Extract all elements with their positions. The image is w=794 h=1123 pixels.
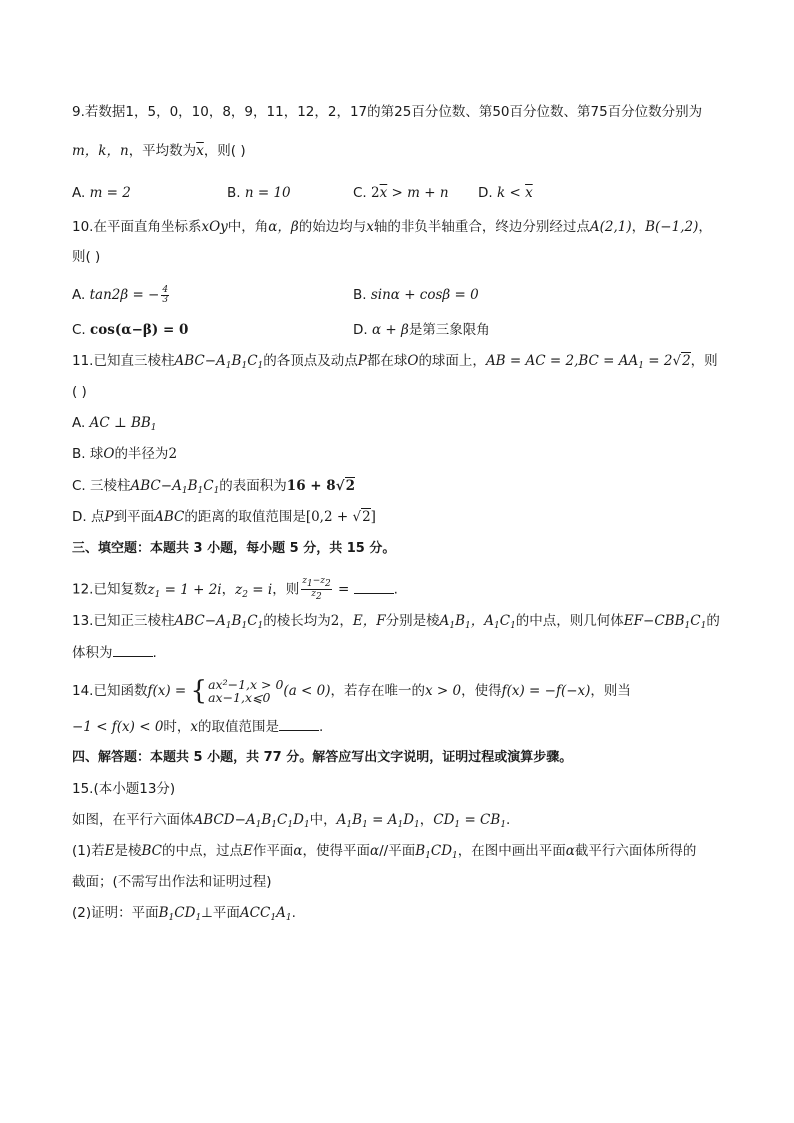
q14-text5: 时， [163, 719, 191, 735]
q13-ef: E，F [352, 613, 386, 629]
q11-option-b [72, 444, 177, 464]
q12-z1-value: = 1 + 2i [160, 581, 222, 598]
q10-text1: 在平面直角坐标系 [93, 219, 202, 235]
q13-text6: 的 [706, 613, 720, 629]
q15-text2: 中， [309, 812, 337, 828]
q13-answer-blank[interactable] [113, 644, 153, 657]
q9-option-d-label: D. [478, 185, 493, 201]
q13-line2 [72, 643, 157, 663]
q13-text4: 分别是棱 [385, 613, 440, 629]
q14-end: . [319, 719, 324, 735]
q9-option-a-label: A. [72, 185, 86, 201]
q15-p2-a: (2)证明：平面 [72, 905, 159, 921]
q15-cond2-text: CD [433, 812, 455, 828]
q12-number: 12. [72, 581, 94, 598]
q13-prism-text: ABC−A [174, 613, 226, 629]
q11-option-c-text2: 的表面积为 [219, 478, 287, 494]
q14-text6: 的取值范围是 [198, 719, 280, 735]
q14-x: x [190, 719, 199, 735]
q14-text3: ，使得 [461, 683, 502, 699]
q11-option-a [72, 413, 157, 438]
q14-text4: ，则当 [590, 683, 631, 699]
q14-condition: (a < 0) [283, 683, 331, 699]
q9-xbar: $\overline{x}$ [196, 143, 204, 159]
q10-option-a [72, 285, 171, 305]
q11-text1: 已知直三棱柱 [93, 353, 175, 369]
q11-option-a-label: A. [72, 415, 86, 431]
q11-option-d-sqrt: 2 [362, 509, 371, 525]
q12-text1: 已知复数 [93, 581, 148, 598]
q11-sqrt: 2 [682, 353, 691, 369]
q11-condition: AB = AC = $2,BC = AA_1 = 2√2$ [485, 353, 691, 371]
q11-option-d-range-text: [0,2 + [305, 509, 353, 525]
q11-text5: ，则 [690, 353, 718, 369]
q9-option-c-prefix: 2 [371, 185, 380, 201]
q13-end: . [152, 645, 157, 661]
q10-option-a-label: A. [72, 287, 86, 303]
q15-p2-plane1: $B_1CD_1$ [158, 905, 202, 923]
q15-p1-e: ，使得平面 [302, 843, 370, 859]
q11-option-b-value: 2 [168, 446, 178, 462]
q14-line2 [72, 717, 323, 737]
q11-option-d-p: P [104, 509, 114, 525]
q12-sep: ， [221, 581, 236, 598]
q11-option-b-label: B. [72, 446, 86, 462]
q11-prism: $ABC-A_1B_1C_1$ [174, 353, 264, 371]
q9-option-c-suffix: > m + n [387, 185, 449, 201]
q13-number: 13. [72, 613, 94, 629]
q15-alpha3: α [565, 843, 575, 859]
q10-text4: 轴的非负半轴重合，终边分别经过点 [373, 219, 590, 235]
q14-range: −1 < f(x) < 0 [72, 719, 164, 735]
q12-end: . [393, 581, 398, 598]
q12-fraction: $\frac{z_1-z_2}{z_2}$ [302, 576, 331, 602]
q11-option-d-abc: ABC [154, 509, 185, 525]
q9-option-d [478, 183, 533, 203]
q11-option-b-o: O [103, 446, 115, 462]
q10-number: 10. [72, 219, 94, 235]
q10-prompt: 则( ) [72, 249, 101, 265]
q11-option-a-text: AC ⊥ BB [89, 415, 151, 431]
q9-vars: m，k，n [72, 143, 129, 159]
q14-fx: f(x) = [147, 683, 191, 699]
q9-option-b-label: B. [227, 185, 241, 201]
q11-option-d-text3: 的距离的取值范围是 [184, 509, 306, 525]
q11-option-b-text: 球 [89, 446, 104, 462]
q15-p1-c: 的中点，过点 [162, 843, 243, 859]
q14-case2: ax−1,x⩽0 [208, 690, 271, 705]
q9-option-d-prefix: k < [496, 185, 526, 201]
q10-option-d-math: α + β [371, 322, 409, 338]
q15-header: 15.(本小题13分) [72, 781, 176, 797]
q14-xgt0: x > 0 [425, 683, 462, 699]
q15-plane-b1cd1: $B_1CD_1$ [415, 843, 458, 861]
q13-solid: $EF-CBB_1C_1$ [623, 613, 707, 631]
q11-option-c-prism: $ABC-A_1B_1C_1$ [130, 478, 220, 496]
q9-option-b-math: n = 10 [244, 185, 291, 201]
section-4-heading: 四、解答题：本题共 5 小题，共 77 分。解答应写出文字说明，证明过程或演算步骤。 [72, 750, 573, 765]
q11-prompt: ( ) [72, 384, 87, 400]
q15-cond1: $A_1B_1 = A_1D_1$ [336, 812, 420, 830]
section-3-heading: 三、填空题：本题共 3 小题，每小题 5 分，共 15 分。 [72, 541, 396, 556]
q10-option-d-label: D. [353, 322, 368, 338]
q11-text2: 的各顶点及动点 [263, 353, 358, 369]
q9-text: 若数据1，5，0，10，8，9，11，12，2，17的第25百分位数、第50百分位数、第75百分位数分别为 [84, 104, 703, 120]
q10-option-a-den: 3 [162, 294, 169, 305]
q11-line2 [72, 382, 87, 402]
q15-cond2: $CD_1 = CB_1$ [433, 812, 507, 830]
q9-option-d-xbar: $\overline{x}$ [525, 185, 533, 201]
q15-end: . [506, 812, 511, 828]
q11-option-b-text2: 的半径为 [114, 446, 169, 462]
q15-solid: $ABCD-A_1B_1C_1D_1$ [193, 812, 310, 830]
q12-answer-blank[interactable] [354, 581, 394, 594]
q14-equation: f(x) = −f(−x) [501, 683, 591, 699]
q13-text1: 已知正三棱柱 [93, 613, 175, 629]
q12-z1: $z_1 = 1 + 2i$ [147, 581, 222, 600]
q13-prism: $ABC-A_1B_1C_1$ [174, 613, 264, 631]
q11-o: O [407, 353, 419, 369]
q10-line2 [72, 247, 100, 267]
q10-option-a-math: tan2β = − [89, 287, 160, 303]
q10-option-c-math: cos(α−β) = 0 [90, 322, 189, 338]
q14-cases [208, 678, 283, 704]
q13-text3: ， [339, 613, 353, 629]
q15-p1-f: //平面 [379, 843, 416, 859]
q15-p2-plane2: $ACC_1A_1$ [239, 905, 292, 923]
q13-edges: $A_1B_1$，$A_1C_1$ [439, 613, 516, 631]
q12-text2: ，则 [272, 581, 300, 598]
q9-option-c [353, 183, 449, 203]
q15-text3: ， [419, 812, 434, 828]
q14-answer-blank[interactable] [279, 718, 319, 731]
q11-option-c-prism-text: ABC−A [130, 478, 182, 494]
q11-p: P [357, 353, 367, 369]
q9-text2: ，平均数为 [128, 143, 197, 159]
q9-line1 [72, 102, 702, 122]
q10-option-b-label: B. [353, 287, 367, 303]
q11-option-d-text2: 到平面 [113, 509, 155, 525]
q15-alpha: α [293, 843, 303, 859]
q10-option-c [72, 320, 188, 340]
q11-option-a-math: AC ⊥ $BB_1$ [89, 415, 157, 433]
q15-p2-b: ⊥平面 [201, 905, 240, 921]
q12-z2: $z_2 = i$ [235, 581, 273, 600]
q9-text3: ，则( ) [203, 143, 246, 159]
q15-p1-b: 是棱 [114, 843, 142, 859]
q13-text5: 的中点，则几何体 [515, 613, 624, 629]
q14-brace: { [190, 676, 208, 706]
q10-text3: 的始边均与 [298, 219, 367, 235]
q14-number: 14. [72, 683, 94, 699]
q15-p2-end: . [291, 905, 296, 921]
q15-alpha2: α [369, 843, 380, 859]
q12-z2-value: = i [248, 581, 273, 598]
q11-option-c [72, 476, 355, 501]
q9-line2 [72, 141, 246, 161]
q9-option-c-label: C. [353, 185, 367, 201]
q12-equals: = [333, 581, 354, 598]
q10-x: x [366, 219, 374, 235]
q13-solid-text: EF−CBB [623, 613, 685, 629]
q15-e: E [104, 843, 115, 859]
q12-z1-var: z [147, 581, 155, 598]
q10-option-a-fraction [161, 286, 169, 305]
q10-xoy: xOy [201, 219, 228, 235]
q9-option-a [72, 183, 131, 203]
q11-cond2: = 2 [643, 353, 673, 369]
q10-comma: ， [631, 219, 646, 235]
q14-case1: ax²−1,x > 0 [208, 677, 284, 692]
q11-option-d-label: D. [72, 509, 87, 525]
q10-angles: α，β [268, 219, 299, 235]
q13-line2-text: 体积为 [72, 645, 113, 661]
q15-p1-d: 作平面 [252, 843, 294, 859]
q11-option-c-text: 三棱柱 [90, 478, 131, 494]
q11-number: 11. [72, 353, 94, 369]
q15-p1-h: 截平行六面体所得的 [574, 843, 697, 859]
q10-option-b [353, 285, 479, 305]
q15-line1 [72, 810, 510, 835]
q9-option-b [227, 183, 291, 203]
q11-option-c-val: 16 + 8 [286, 478, 336, 494]
q9-option-a-math: m = 2 [89, 185, 131, 201]
q10-point-a: A(2,1) [589, 219, 632, 235]
q11-option-c-value: 16 + 8√2 [286, 478, 355, 494]
q10-option-c-label: C. [72, 322, 86, 338]
q11-text3: 都在球 [366, 353, 408, 369]
q13-two: 2 [330, 613, 340, 629]
q15-p1-a: (1)若 [72, 843, 105, 859]
q15-p1-g: ，在图中画出平面 [457, 843, 566, 859]
q9-option-c-xbar: $\overline{x}$ [379, 185, 388, 201]
q11-line1 [72, 351, 718, 376]
q10-option-b-math: sinα + cosβ = 0 [370, 287, 479, 303]
q15-e2: E [243, 843, 253, 859]
q12-z2-var: z [235, 581, 243, 598]
q13-line1 [72, 611, 720, 636]
q15-part1-line1 [72, 841, 696, 866]
q12-line [72, 577, 398, 605]
q13-text2: 的棱长均为 [263, 613, 331, 629]
q11-prism-text: ABC−A [174, 353, 226, 369]
q15-text1: 如图，在平行六面体 [72, 812, 194, 828]
q14-line1 [72, 677, 631, 705]
q15-solid-text: ABCD−A [193, 812, 256, 828]
q10-tail: ， [698, 219, 712, 235]
q10-point-b: B(−1,2) [645, 219, 699, 235]
q15-bc: BC [141, 843, 162, 859]
q14-text1: 已知函数 [93, 683, 148, 699]
q11-option-c-label: C. [72, 478, 86, 494]
q14-text2: ，若存在唯一的 [330, 683, 425, 699]
q11-option-c-sqrt: 2 [345, 478, 355, 494]
q9-number: 9. [72, 104, 85, 120]
q11-option-d [72, 507, 376, 527]
q10-option-d [353, 320, 490, 340]
q10-line1 [72, 217, 712, 237]
q10-option-a-num: 4 [162, 284, 169, 295]
q10-text2: 中，角 [227, 219, 269, 235]
q15-part1-line2: 截面；(不需写出作法和证明过程) [72, 874, 272, 890]
q11-option-d-text: 点 [90, 509, 105, 525]
q15-part2 [72, 903, 296, 928]
q15-cond1-text: A [336, 812, 347, 828]
q10-option-d-text: 是第三象限角 [408, 322, 490, 338]
q11-text4: 的球面上， [418, 353, 486, 369]
q11-option-d-range: [0,2 + √2] [305, 509, 376, 525]
q11-cond-text: AB = AC = 2,BC = AA [485, 353, 639, 369]
